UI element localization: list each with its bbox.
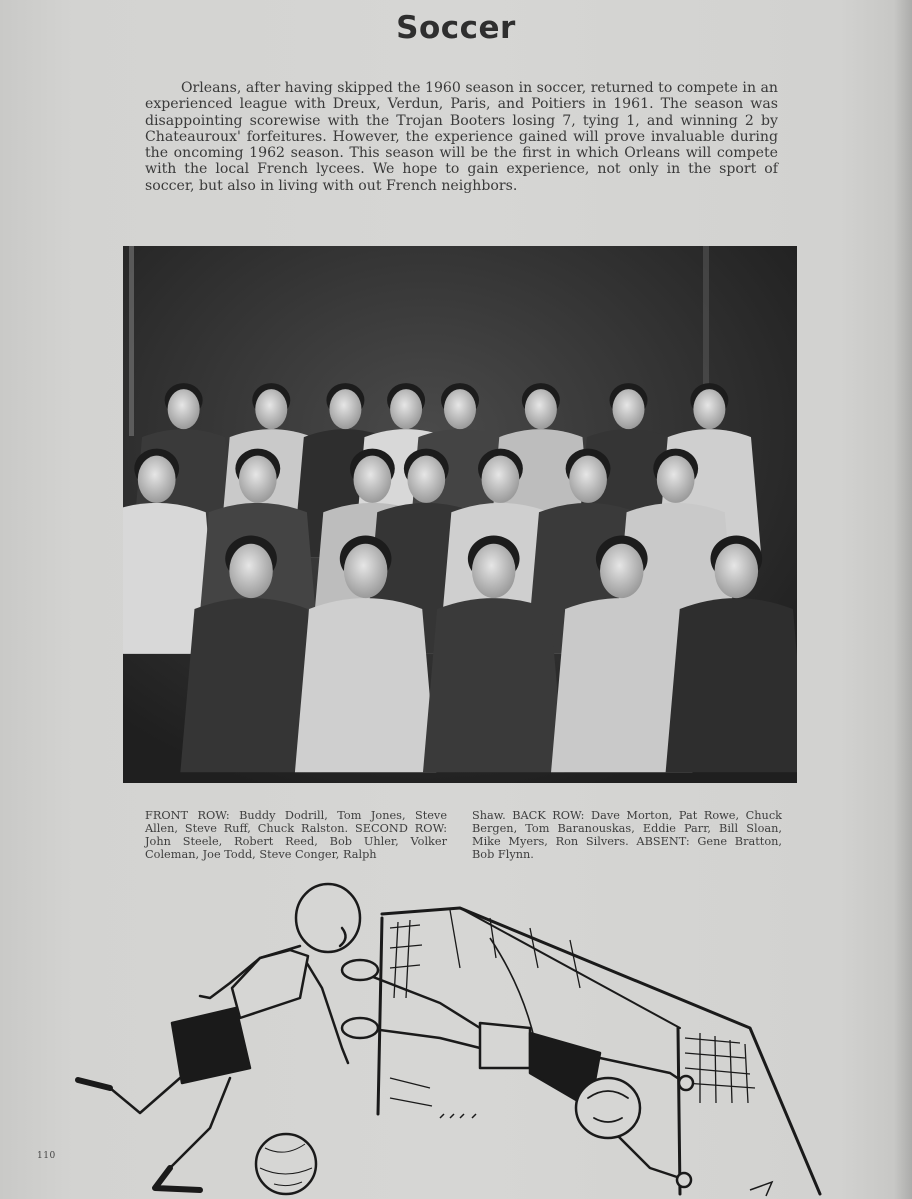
intro-paragraph: Orleans, after having skipped the 1960 season in soccer, returned to compete in an experienced league with Dreux, Verdun, Paris, and Poitiers in 1961. The season was disappointing scorewise with the Trojan Booters losing 7, tying 1, and winning 2 by Chateauroux' forfeitures. However, the experience gained will prove invaluable during the oncoming 1962 season. This season will be the first in which Orleans will compete with the local French lycees. We hope to gain experience, not only in the sport of soccer, but also in living with out French neighbors. [145, 80, 778, 194]
photo-caption-left: FRONT ROW: Buddy Dodrill, Tom Jones, Steve Allen, Steve Ruff, Chuck Ralston. SECOND ROW: John Steele, Robert Reed, Bob Uhler, Volker Coleman, Joe Todd, Steve Conger, Ralph [145, 809, 447, 861]
player-face [168, 389, 200, 429]
player-face [329, 389, 361, 429]
goal-crossbar [382, 908, 820, 1194]
kicker-figure [78, 884, 360, 1190]
wall-pipe [129, 246, 134, 436]
player-face [693, 389, 725, 429]
kicker-leg-front [170, 1078, 230, 1168]
goalie-shoe-bottom [342, 1018, 378, 1038]
page-title: Soccer [396, 10, 516, 46]
goal-post-right [678, 1028, 680, 1194]
goalie-head [576, 1078, 640, 1138]
team-photo-illustration [123, 246, 797, 783]
player-face [715, 544, 759, 598]
player-face [600, 544, 644, 598]
player-face [482, 456, 520, 503]
player-face [444, 389, 476, 429]
player-face [354, 456, 392, 503]
soccer-cartoon-illustration [60, 878, 840, 1199]
players-group [123, 383, 797, 772]
player-face [138, 456, 176, 503]
page-number: 110 [37, 1151, 56, 1161]
kicker-shoe-back [78, 1080, 110, 1088]
soccer-ball [256, 1134, 316, 1194]
photo-caption-right: Shaw. BACK ROW: Dave Morton, Pat Rowe, Chuck Bergen, Tom Baranouskas, Eddie Parr, Bill Sloan, Mike Myers, Ron Silvers. ABSENT: Gene Bratton, Bob Flynn. [472, 809, 782, 861]
kicker-head [296, 884, 360, 952]
goalie-shorts [480, 1023, 530, 1068]
kicker-arm-right [305, 960, 348, 1063]
player-face [613, 389, 645, 429]
player-face [407, 456, 445, 503]
kicker-shirt [232, 950, 308, 1018]
team-photo [123, 246, 797, 783]
player-face [657, 456, 695, 503]
player-face [569, 456, 607, 503]
wall-column [703, 246, 709, 406]
player-body [295, 598, 436, 772]
goal-top-net-edge [460, 908, 680, 1028]
motion-marks [440, 1114, 476, 1118]
goalie-shoe-top [342, 960, 378, 980]
goal-post-left [378, 918, 382, 1114]
binding-gutter-shadow [894, 0, 912, 1199]
player-body [423, 598, 564, 772]
player-face [229, 544, 273, 598]
goalie-hand-down [677, 1173, 691, 1187]
player-body [666, 598, 797, 772]
kicker-shoe-front [155, 1168, 200, 1190]
player-face [390, 389, 422, 429]
player-face [525, 389, 557, 429]
kicker-leg-back [110, 1078, 180, 1113]
player-face [344, 544, 388, 598]
player-face [255, 389, 287, 429]
goalie-hand-up [679, 1076, 693, 1090]
player-face [472, 544, 516, 598]
artist-mark [750, 1182, 772, 1196]
kicker-shorts [172, 1008, 250, 1083]
player-face [239, 456, 277, 503]
